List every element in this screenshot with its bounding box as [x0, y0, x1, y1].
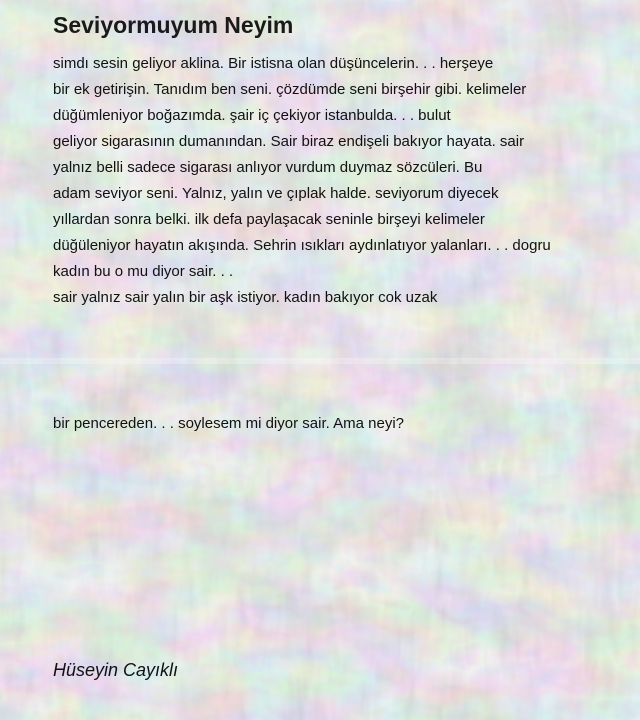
poem-line: düğümleniyor boğazımda. şair iç çekiyor istanbulda. . . bulut — [53, 107, 451, 124]
poem-line: adam seviyor seni. Yalnız, yalın ve çıplak halde. seviyorum diyecek — [53, 185, 499, 202]
poem-line: simdı sesin geliyor aklina. Bir istisna olan düşüncelerin. . . herşeye — [53, 55, 494, 72]
poem-body — [53, 51, 633, 311]
poem-author: Hüseyin Cayıklı — [53, 660, 179, 680]
poem-line: bir ek getirişin. Tanıdım ben seni. çözdümde seni birşehir gibi. kelimeler — [53, 81, 527, 98]
poem-line: yalnız belli sadece sigarası anlıyor vurdum duymaz sözcüleri. Bu — [53, 159, 483, 176]
poem-line: sair yalnız sair yalın bir aşk istiyor. kadın bakıyor cok uzak — [53, 289, 438, 306]
poem-line: yıllardan sonra belki. ilk defa paylaşacak seninle birşeyi kelimeler — [53, 211, 485, 228]
poem-title: Seviyormuyum Neyim — [53, 12, 294, 38]
poem-continuation: bir pencereden. . . soylesem mi diyor sair. Ama neyi? — [53, 415, 404, 432]
poem-line: geliyor sigarasının dumanından. Sair biraz endişeli bakıyor hayata. sair — [53, 133, 525, 150]
poem-line: düğüleniyor hayatın akışında. Sehrin ısıkları aydınlatıyor yalanları. . . dogru — [53, 237, 551, 254]
poem-line: kadın bu o mu diyor sair. . . — [53, 263, 234, 280]
